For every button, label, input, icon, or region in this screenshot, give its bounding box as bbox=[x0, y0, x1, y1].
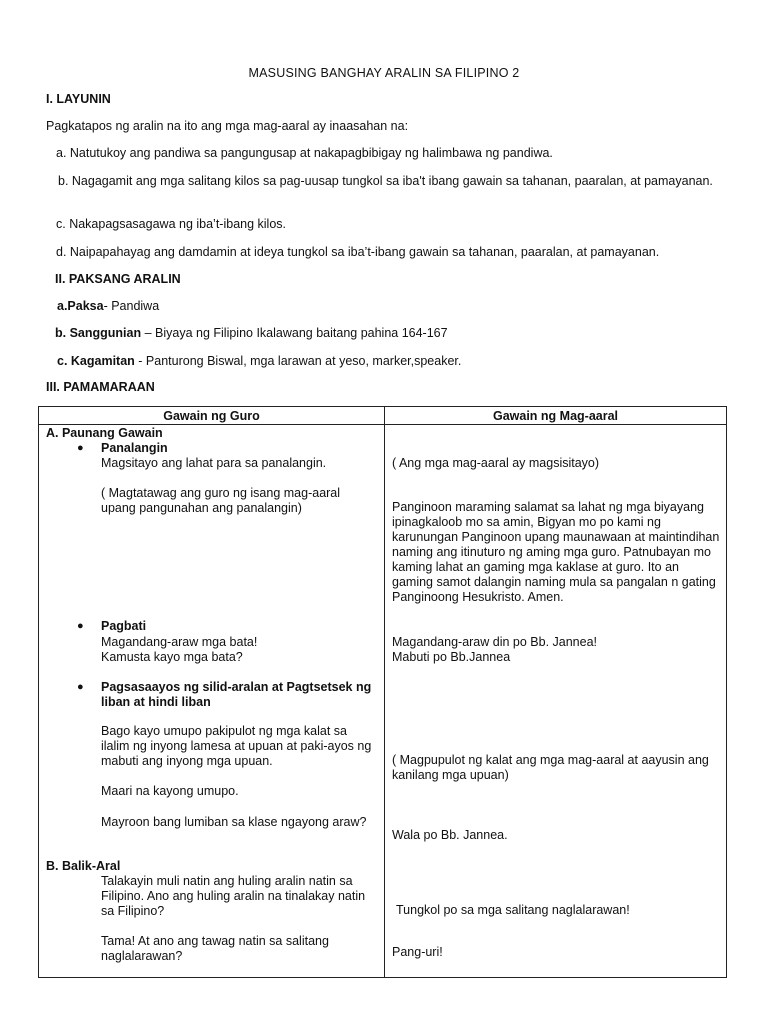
document-title: MASUSING BANGHAY ARALIN SA FILIPINO 2 bbox=[248, 66, 520, 80]
kagamitan-label: c. Kagamitan bbox=[57, 354, 135, 368]
sanggunian-label: b. Sanggunian bbox=[55, 326, 142, 340]
pagsasaayos-guro-text-1: Bago kayo umupo pakipulot ng mga kalat sa ilalim ng inyong lamesa at upuan at paki-ayos ng mabuti ang inyong mga upuan. bbox=[101, 724, 372, 768]
panalangin-magaaral-text-1: ( Ang mga mag-aaral ay magsisitayo) bbox=[392, 456, 600, 470]
column-divider bbox=[384, 407, 385, 977]
pagsasaayos-guro-text-3: Mayroon bang lumiban sa klase ngayong araw? bbox=[101, 815, 367, 829]
sanggunian-line bbox=[55, 326, 448, 340]
objective-a: a. Natutukoy ang pandiwa sa pangungusap at nakapagbibigay ng halimbawa ng pandiwa. bbox=[56, 146, 553, 160]
objective-b: b. Nagagamit ang mga salitang kilos sa pag-uusap tungkol sa iba't ibang gawain sa tahanan, paaralan, at pamayanan. bbox=[58, 174, 713, 188]
kagamitan-line bbox=[57, 354, 461, 368]
paksa-value: - Pandiwa bbox=[103, 299, 160, 313]
pagbati-guro-text-1: Magandang-araw mga bata! bbox=[101, 635, 258, 649]
header-gawain-ng-guro: Gawain ng Guro bbox=[163, 409, 260, 423]
pagbati-heading: Pagbati bbox=[101, 619, 147, 633]
section-paksang-aralin-heading: II. PAKSANG ARALIN bbox=[55, 272, 181, 286]
balik-aral-guro-text-1: Talakayin muli natin ang huling aralin natin sa Filipino. Ano ang huling aralin na tinalakay natin sa Filipino? bbox=[101, 874, 366, 918]
header-gawain-ng-magaaral: Gawain ng Mag-aaral bbox=[492, 409, 619, 423]
kagamitan-value: - Panturong Biswal, mga larawan at yeso, marker,speaker. bbox=[134, 354, 462, 368]
paksa-line bbox=[57, 299, 159, 313]
objectives-intro: Pagkatapos ng aralin na ito ang mga mag-aaral ay inaasahan na: bbox=[46, 119, 409, 133]
balik-aral-magaaral-text-1: Tungkol po sa mga salitang naglalarawan! bbox=[396, 903, 630, 917]
pagsasaayos-guro-text-2: Maari na kayong umupo. bbox=[101, 784, 239, 798]
paunang-gawain-heading: A. Paunang Gawain bbox=[46, 426, 163, 440]
section-pamamaraan-heading: III. PAMAMARAAN bbox=[46, 380, 155, 394]
balik-aral-heading: B. Balik-Aral bbox=[46, 859, 121, 873]
objective-c: c. Nakapagsasagawa ng iba’t-ibang kilos. bbox=[56, 217, 286, 231]
pagsasaayos-magaaral-text-2: Wala po Bb. Jannea. bbox=[392, 828, 508, 842]
panalangin-magaaral-prayer: Panginoon maraming salamat sa lahat ng mga biyayang ipinagkaloob mo sa amin, Bigyan mo po kami ng karunungan Panginoon upang maunawaan at maintindihan naming ang itinuturo ng aming mga guro. Patnubayan mo kaming lahat an gaming mga kaklase at guro. Ito an gaming samot dalangin naming mula sa pangalan n gating Panginoong Hesukristo. Amen. bbox=[392, 500, 720, 604]
pagsasaayos-magaaral-text-1: ( Magpupulot ng kalat ang mga mag-aaral at aayusin ang kanilang mga upuan) bbox=[392, 753, 709, 782]
objective-d: d. Naipapahayag ang damdamin at ideya tungkol sa iba’t-ibang gawain sa tahanan, paaralan, at pamayanan. bbox=[56, 245, 660, 259]
paksa-label: a.Paksa bbox=[57, 299, 104, 313]
bullet-icon: ● bbox=[77, 620, 84, 632]
panalangin-guro-text-2: ( Magtatawag ang guro ng isang mag-aaral upang pangunahan ang panalangin) bbox=[101, 486, 341, 515]
pagbati-guro-text-2: Kamusta kayo mga bata? bbox=[101, 650, 243, 664]
bullet-icon: ● bbox=[77, 681, 84, 693]
pagsasaayos-heading: Pagsasaayos ng silid-aralan at Pagtsetsek ng liban at hindi liban bbox=[101, 680, 372, 709]
bullet-icon: ● bbox=[77, 442, 84, 454]
section-layunin-heading: I. LAYUNIN bbox=[46, 92, 111, 106]
pagbati-magaaral-text-1: Magandang-araw din po Bb. Jannea! bbox=[392, 635, 598, 649]
balik-aral-magaaral-text-2: Pang-uri! bbox=[392, 945, 443, 959]
panalangin-guro-text-1: Magsitayo ang lahat para sa panalangin. bbox=[101, 456, 327, 470]
pagbati-magaaral-text-2: Mabuti po Bb.Jannea bbox=[392, 650, 511, 664]
activity-table bbox=[38, 406, 727, 978]
header-divider bbox=[39, 424, 726, 425]
sanggunian-value: – Biyaya ng Filipino Ikalawang baitang pahina 164-167 bbox=[141, 326, 448, 340]
balik-aral-guro-text-2: Tama! At ano ang tawag natin sa salitang naglalarawan? bbox=[101, 934, 329, 963]
panalangin-heading: Panalangin bbox=[101, 441, 168, 455]
